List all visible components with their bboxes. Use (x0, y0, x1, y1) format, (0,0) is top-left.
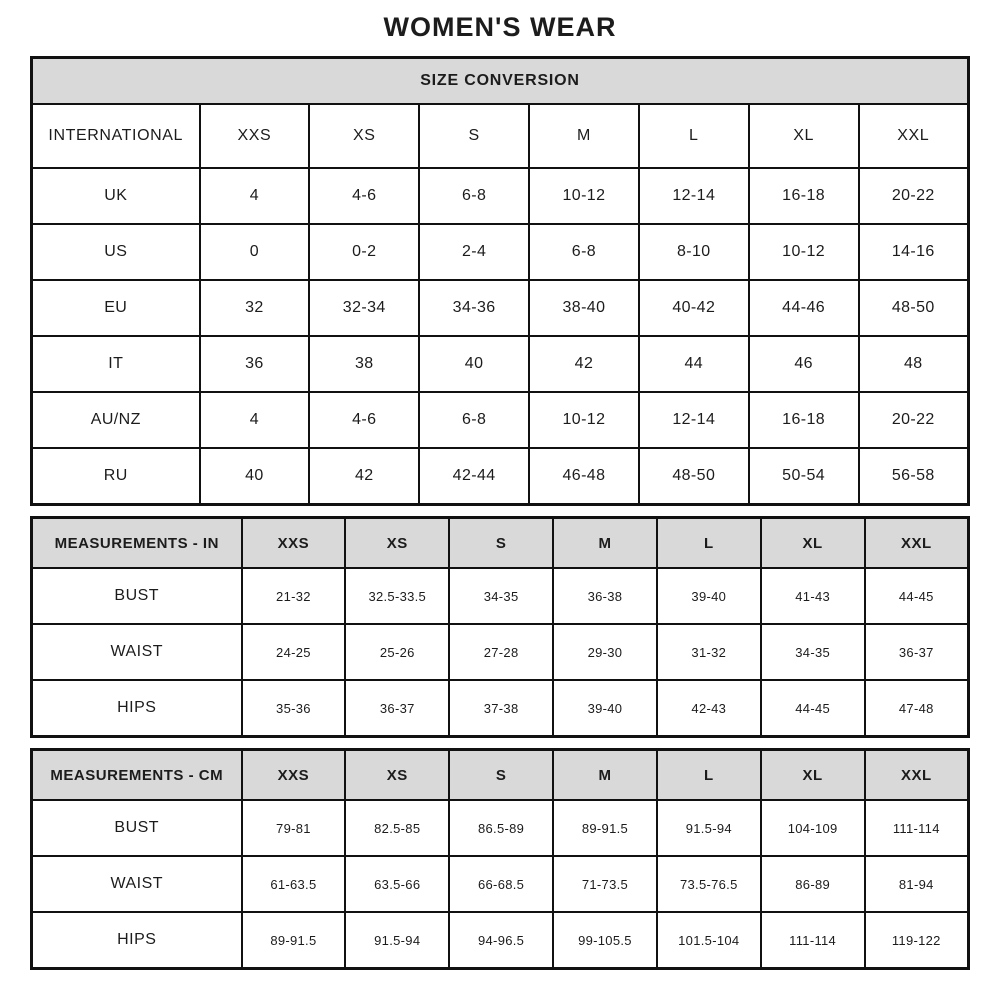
column-header-xl: XL (761, 518, 865, 569)
column-header-l: L (639, 104, 749, 168)
column-header-xxl: XXL (865, 518, 969, 569)
row-label: BUST (32, 800, 242, 856)
table-cell: 89-91.5 (242, 912, 346, 969)
table-cell: 48 (859, 336, 969, 392)
table-cell: 32-34 (309, 280, 419, 336)
table-cell: 81-94 (865, 856, 969, 912)
table-cell: 40 (419, 336, 529, 392)
table-cell: 48-50 (859, 280, 969, 336)
row-label: AU/NZ (32, 392, 200, 448)
row-label: HIPS (32, 912, 242, 969)
table-cell: 6-8 (419, 392, 529, 448)
column-header-xs: XS (309, 104, 419, 168)
column-header-row (32, 104, 969, 168)
table-cell: 44-46 (749, 280, 859, 336)
table-cell: 56-58 (859, 448, 969, 505)
size-row-eu (32, 280, 969, 336)
table-cell: 32.5-33.5 (345, 568, 449, 624)
column-header-xxl: XXL (865, 750, 969, 801)
table-cell: 10-12 (529, 392, 639, 448)
table-cell: 71-73.5 (553, 856, 657, 912)
column-header-xxl: XXL (859, 104, 969, 168)
banner-row (32, 58, 969, 105)
table-cell: 46-48 (529, 448, 639, 505)
table-cell: 25-26 (345, 624, 449, 680)
table-cell: 44 (639, 336, 749, 392)
column-header-row (32, 750, 969, 801)
table-cell: 8-10 (639, 224, 749, 280)
table-cell: 44-45 (761, 680, 865, 737)
table-cell: 82.5-85 (345, 800, 449, 856)
table-cell: 10-12 (749, 224, 859, 280)
column-header-xl: XL (749, 104, 859, 168)
column-header-s: S (449, 750, 553, 801)
table-cell: 42 (529, 336, 639, 392)
row-label: WAIST (32, 624, 242, 680)
size-row-uk (32, 168, 969, 224)
column-header-xxs: XXS (200, 104, 310, 168)
table-cell: 46 (749, 336, 859, 392)
table-cell: 101.5-104 (657, 912, 761, 969)
table-cell: 48-50 (639, 448, 749, 505)
column-header-xxs: XXS (242, 750, 346, 801)
table-cell: 10-12 (529, 168, 639, 224)
measurement-row-waist (32, 624, 969, 680)
table-cell: 36-38 (553, 568, 657, 624)
size-row-us (32, 224, 969, 280)
table-cell: 47-48 (865, 680, 969, 737)
column-header-xs: XS (345, 750, 449, 801)
table-cell: 0-2 (309, 224, 419, 280)
table-cell: 2-4 (419, 224, 529, 280)
table-spacer (30, 506, 970, 516)
size-row-it (32, 336, 969, 392)
table-cell: 36-37 (865, 624, 969, 680)
column-header-l: L (657, 518, 761, 569)
table-cell: 4-6 (309, 392, 419, 448)
table-spacer (30, 738, 970, 748)
column-header-l: L (657, 750, 761, 801)
column-header-international: INTERNATIONAL (32, 104, 200, 168)
table-cell: 40 (200, 448, 310, 505)
row-label: BUST (32, 568, 242, 624)
table-cell: 44-45 (865, 568, 969, 624)
table-cell: 29-30 (553, 624, 657, 680)
row-label: EU (32, 280, 200, 336)
column-header-xxs: XXS (242, 518, 346, 569)
table-cell: 24-25 (242, 624, 346, 680)
measurements-in-header: MEASUREMENTS - IN (32, 518, 242, 569)
table-cell: 14-16 (859, 224, 969, 280)
table-cell: 61-63.5 (242, 856, 346, 912)
table-cell: 99-105.5 (553, 912, 657, 969)
table-cell: 37-38 (449, 680, 553, 737)
column-header-xs: XS (345, 518, 449, 569)
table-cell: 20-22 (859, 392, 969, 448)
table-cell: 16-18 (749, 392, 859, 448)
table-cell: 4 (200, 392, 310, 448)
table-cell: 42 (309, 448, 419, 505)
table-cell: 91.5-94 (345, 912, 449, 969)
measurement-row-bust (32, 568, 969, 624)
measurements-cm-header: MEASUREMENTS - CM (32, 750, 242, 801)
table-cell: 31-32 (657, 624, 761, 680)
table-cell: 20-22 (859, 168, 969, 224)
row-label: US (32, 224, 200, 280)
table-cell: 39-40 (553, 680, 657, 737)
table-cell: 36 (200, 336, 310, 392)
table-cell: 40-42 (639, 280, 749, 336)
table-cell: 89-91.5 (553, 800, 657, 856)
measurement-row-hips (32, 912, 969, 969)
table-cell: 119-122 (865, 912, 969, 969)
table-cell: 79-81 (242, 800, 346, 856)
table-cell: 91.5-94 (657, 800, 761, 856)
size-row-aunz (32, 392, 969, 448)
table-cell: 34-36 (419, 280, 529, 336)
table-cell: 34-35 (761, 624, 865, 680)
table-cell: 12-14 (639, 392, 749, 448)
table-cell: 4-6 (309, 168, 419, 224)
table-cell: 39-40 (657, 568, 761, 624)
measurement-row-hips (32, 680, 969, 737)
table-cell: 4 (200, 168, 310, 224)
table-cell: 34-35 (449, 568, 553, 624)
page-title: WOMEN'S WEAR (383, 12, 617, 42)
table-cell: 21-32 (242, 568, 346, 624)
size-conversion-table (30, 56, 970, 506)
measurement-row-bust (32, 800, 969, 856)
table-cell: 86.5-89 (449, 800, 553, 856)
table-cell: 42-43 (657, 680, 761, 737)
table-cell: 73.5-76.5 (657, 856, 761, 912)
table-cell: 12-14 (639, 168, 749, 224)
table-cell: 36-37 (345, 680, 449, 737)
table-cell: 38 (309, 336, 419, 392)
table-cell: 35-36 (242, 680, 346, 737)
table-cell: 6-8 (419, 168, 529, 224)
column-header-s: S (449, 518, 553, 569)
table-cell: 27-28 (449, 624, 553, 680)
column-header-s: S (419, 104, 529, 168)
row-label: IT (32, 336, 200, 392)
column-header-m: M (529, 104, 639, 168)
table-cell: 50-54 (749, 448, 859, 505)
row-label: HIPS (32, 680, 242, 737)
column-header-xl: XL (761, 750, 865, 801)
table-cell: 111-114 (761, 912, 865, 969)
measurements-cm-table (30, 748, 970, 970)
table-cell: 42-44 (419, 448, 529, 505)
size-row-ru (32, 448, 969, 505)
table-cell: 38-40 (529, 280, 639, 336)
table-cell: 6-8 (529, 224, 639, 280)
row-label: WAIST (32, 856, 242, 912)
table-cell: 16-18 (749, 168, 859, 224)
measurements-in-table (30, 516, 970, 738)
table-cell: 63.5-66 (345, 856, 449, 912)
row-label: UK (32, 168, 200, 224)
table-cell: 111-114 (865, 800, 969, 856)
table-cell: 104-109 (761, 800, 865, 856)
table-cell: 66-68.5 (449, 856, 553, 912)
measurement-row-waist (32, 856, 969, 912)
row-label: RU (32, 448, 200, 505)
table-cell: 32 (200, 280, 310, 336)
column-header-m: M (553, 750, 657, 801)
column-header-row (32, 518, 969, 569)
table-cell: 0 (200, 224, 310, 280)
table-cell: 94-96.5 (449, 912, 553, 969)
column-header-m: M (553, 518, 657, 569)
table-cell: 41-43 (761, 568, 865, 624)
size-conversion-banner: SIZE CONVERSION (32, 58, 969, 105)
table-cell: 86-89 (761, 856, 865, 912)
